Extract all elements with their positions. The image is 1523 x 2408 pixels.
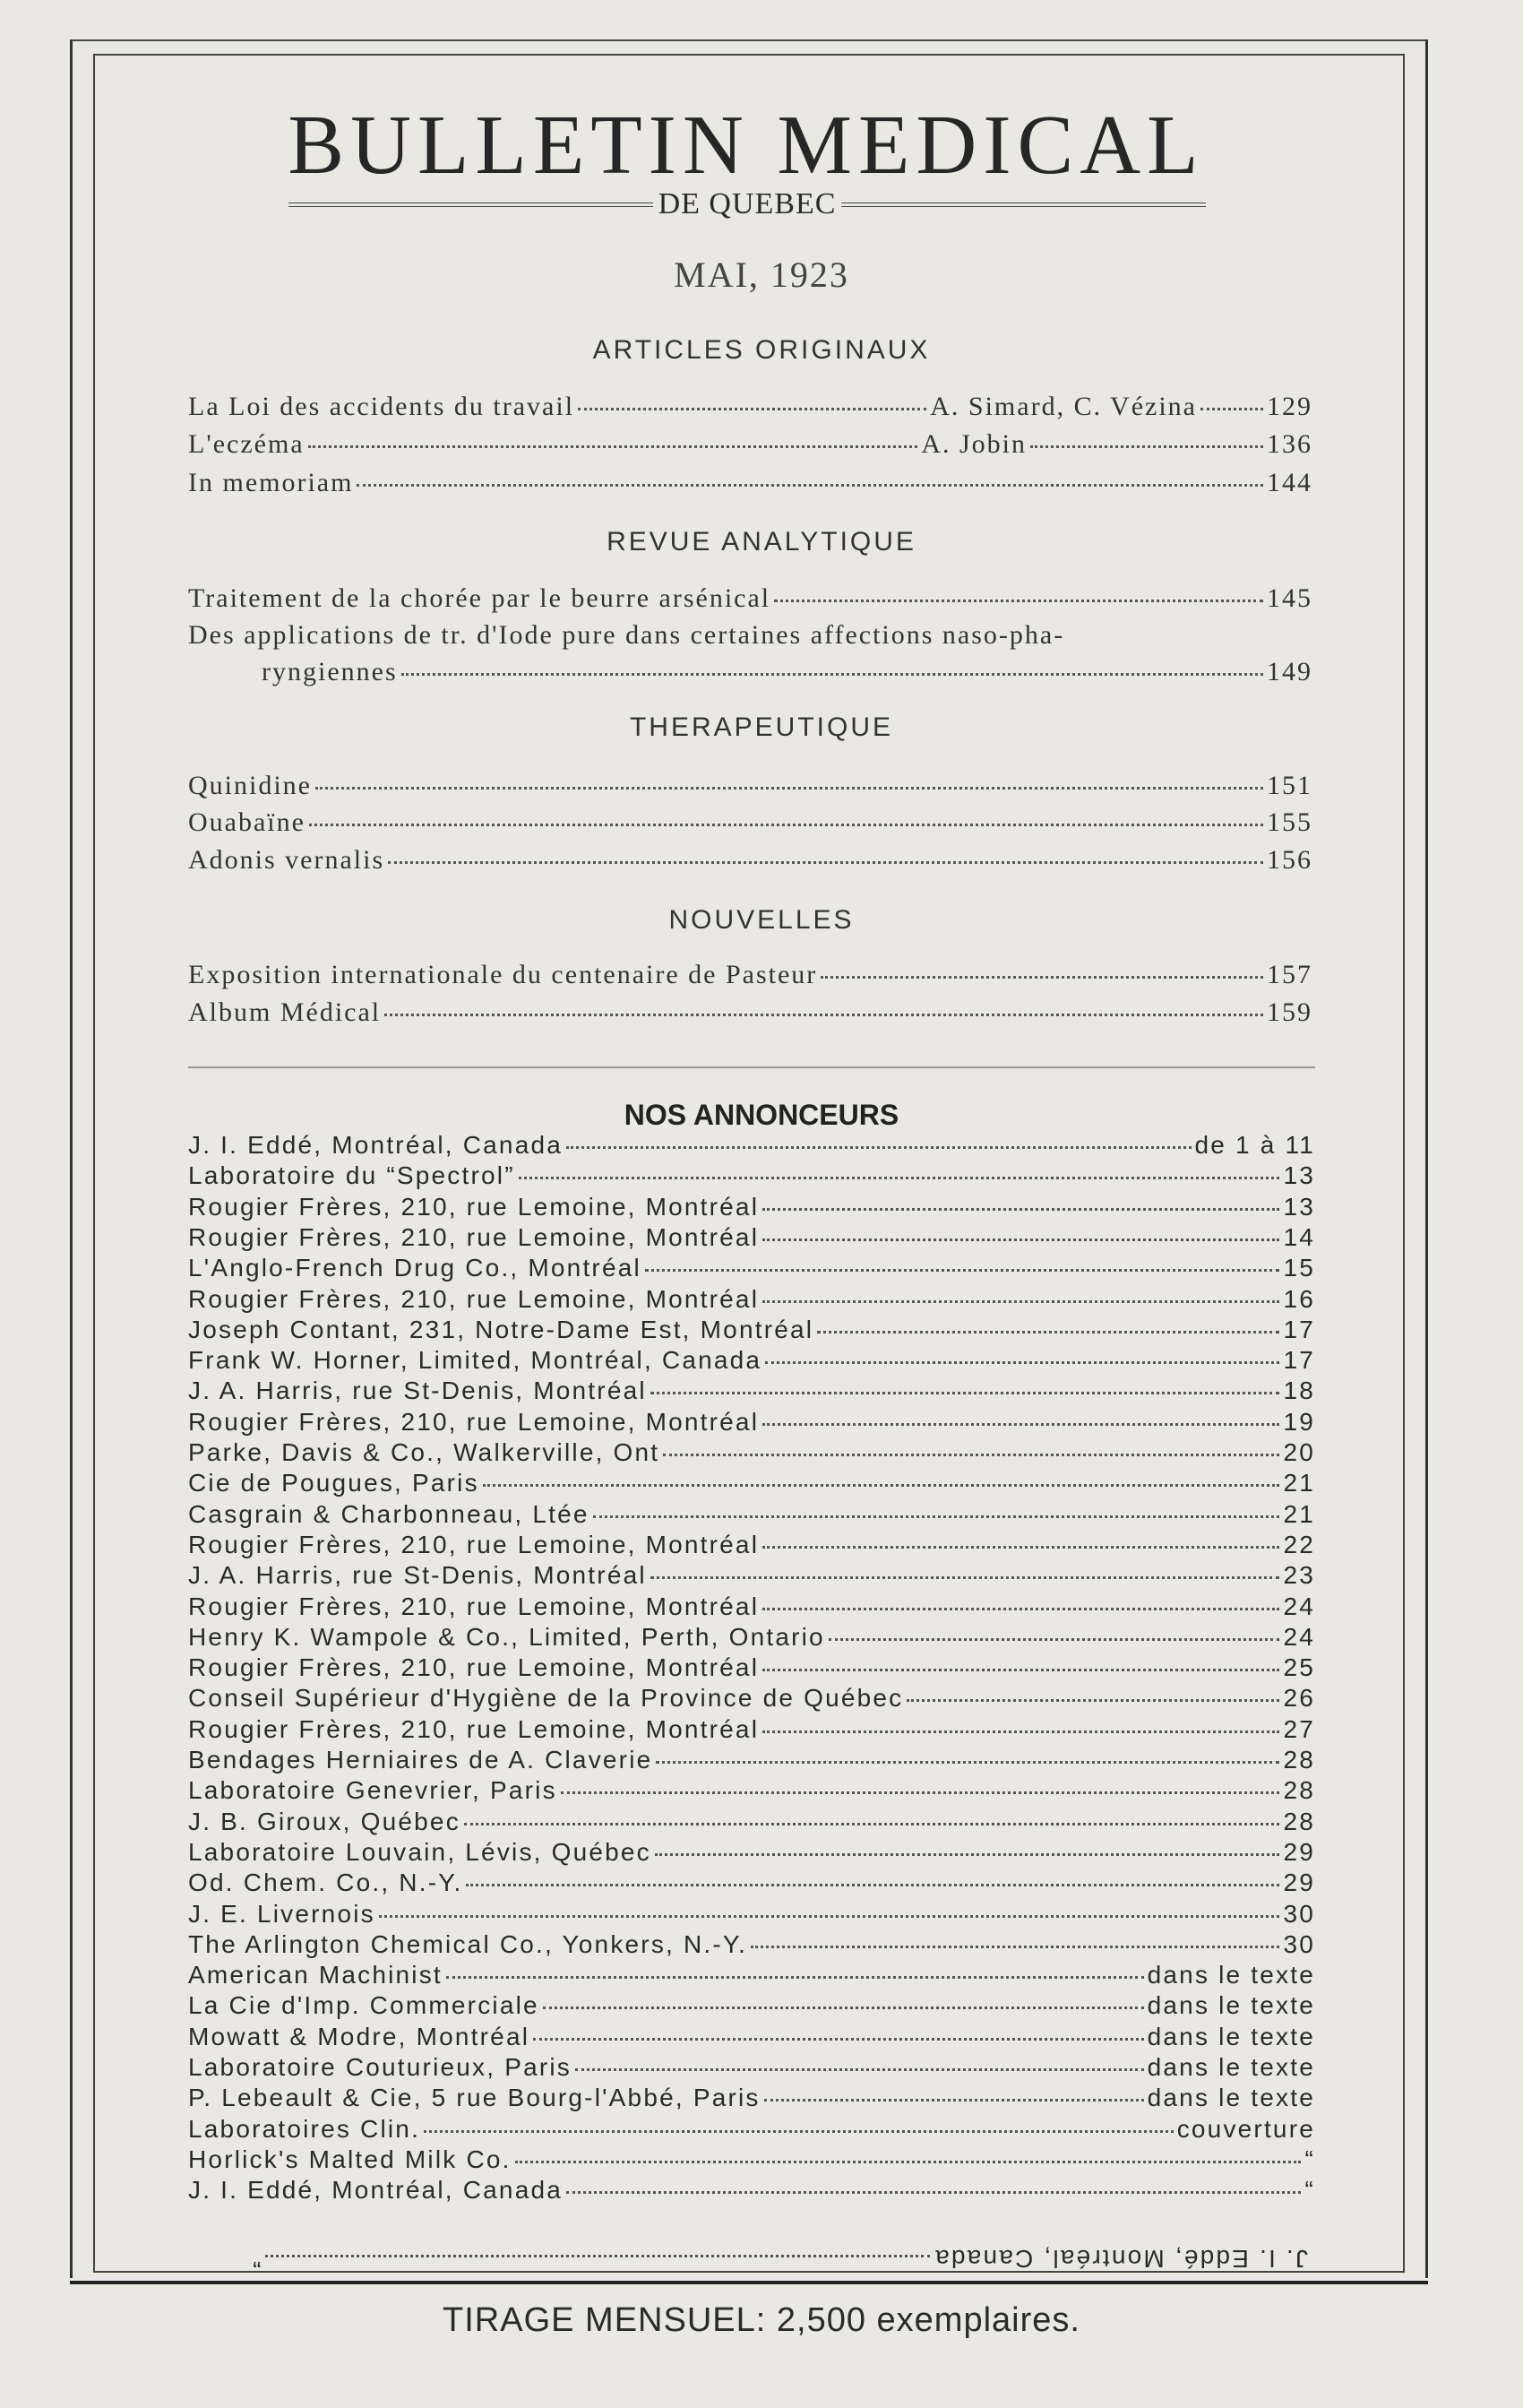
annonceur-name: J. A. Harris, rue St-Denis, Montréal [188,1377,647,1405]
toc-page: 157 [1267,960,1312,989]
annonceur-name: Rougier Frères, 210, rue Lemoine, Montréal [188,1530,760,1558]
annonceur-row[interactable] [188,1131,1315,1161]
annonceur-name: L'Anglo-French Drug Co., Montréal [188,1254,641,1282]
annonceur-name: P. Lebeault & Cie, 5 rue Bourg-l'Abbé, Paris [188,2084,761,2112]
leader-dots [762,1423,1279,1426]
leader-dots [384,1014,1263,1016]
annonceur-page: 20 [1283,1438,1315,1466]
leader-dots [762,1239,1279,1241]
annonceur-row[interactable] [188,1961,1315,1991]
annonceur-name: Laboratoires Clin. [188,2114,421,2143]
annonceur-name: J. A. Harris, rue St-Denis, Montréal [188,1561,647,1590]
leader-dots [466,1884,1279,1886]
annonceur-row[interactable] [188,1900,1315,1930]
outer-frame-bottom-rule [70,2281,1428,2284]
leader-dots [309,824,1263,826]
leader-dots [655,1853,1280,1856]
leader-dots [650,1576,1280,1579]
toc-page: 151 [1267,771,1312,800]
toc-row[interactable] [188,997,1312,1028]
annonceur-name: Conseil Supérieur d'Hygiène de la Province de Québec [188,1684,904,1713]
annonceur-row[interactable] [188,1469,1315,1499]
toc-page: 149 [1267,657,1312,686]
annonceur-name: Mowatt & Modre, Montréal [188,2022,530,2050]
toc-row[interactable] [188,429,1312,460]
leader-dots [379,1915,1280,1918]
toc-row-continuation[interactable] [262,657,1312,687]
toc-page: 136 [1267,429,1312,459]
annonceur-row[interactable] [188,1715,1315,1746]
section-divider [188,1066,1315,1068]
annonceur-row[interactable] [188,1746,1315,1776]
toc-author: A. Jobin [921,429,1027,459]
annonceur-row[interactable] [188,1930,1315,1961]
annonceur-page: 24 [1283,1592,1315,1620]
toc-author: A. Simard, C. Vézina [930,392,1197,421]
annonceur-row[interactable] [188,1193,1315,1223]
annonceur-row[interactable] [188,1561,1315,1592]
annonceur-row[interactable] [188,1500,1315,1531]
annonceur-row[interactable] [188,2176,1315,2206]
annonceur-name: Cie de Pougues, Paris [188,1469,479,1497]
upside-down-row [251,2240,1308,2273]
toc-row[interactable] [188,583,1312,614]
toc-label: Des applications de tr. d'Iode pure dans certaines affections naso-pha- [188,620,1065,650]
annonceur-row[interactable] [188,1838,1315,1869]
toc-label: La Loi des accidents du travail [188,392,575,421]
annonceur-row[interactable] [188,1316,1315,1346]
leader-dots [357,484,1263,487]
leader-dots [762,1546,1279,1549]
annonceur-name: Rougier Frères, 210, rue Lemoine, Montréal [188,1192,760,1221]
annonceur-name: Laboratoire du “Spectrol” [188,1161,515,1190]
toc-row[interactable] [188,845,1312,876]
toc-page: 159 [1267,997,1312,1027]
annonceur-row[interactable] [188,1161,1315,1192]
annonceur-page: 17 [1283,1315,1315,1343]
leader-dots [650,1392,1280,1394]
issue-date: MAI, 1923 [674,255,849,295]
leader-dots [762,1730,1279,1733]
annonceur-name: Laboratoire Genevrier, Paris [188,1776,557,1805]
annonceur-page: 26 [1283,1684,1315,1713]
annonceur-page: 25 [1283,1653,1315,1682]
annonceur-name: Henry K. Wampole & Co., Limited, Perth, Ontario [188,1622,825,1651]
leader-dots [424,2130,1174,2133]
annonceur-row[interactable] [188,1684,1315,1714]
annonceur-page: 28 [1283,1776,1315,1805]
annonceur-name: Rougier Frères, 210, rue Lemoine, Montréal [188,1222,760,1251]
leader-dots [764,2099,1144,2102]
annonceur-row[interactable] [188,2145,1315,2176]
annonceur-row[interactable] [188,1285,1315,1316]
annonceur-name: J. B. Giroux, Québec [188,1807,460,1835]
annonceur-name: Parke, Davis & Co., Walkerville, Ont [188,1438,660,1466]
annonceur-name: Rougier Frères, 210, rue Lemoine, Montréal [188,1592,760,1620]
annonceur-name: The Arlington Chemical Co., Yonkers, N.-Y. [188,1929,748,1958]
section-title-revue: REVUE ANALYTIQUE [607,527,916,557]
leader-dots [1200,408,1263,410]
leader-dots [519,1177,1280,1179]
annonceur-row[interactable] [188,2023,1315,2053]
toc-page: 156 [1267,845,1312,875]
subtitle-rule-left [288,203,653,207]
annonceur-page: “ [1304,2145,1315,2173]
leader-dots [817,1331,1279,1333]
annonceur-name: Rougier Frères, 210, rue Lemoine, Montréal [188,1653,760,1682]
leader-dots [401,673,1263,676]
toc-label: Album Médical [188,997,382,1027]
subtitle-rule-right [841,203,1206,207]
toc-page: 144 [1267,468,1312,497]
toc-row[interactable] [188,771,1312,801]
toc-label: L'eczéma [188,429,305,459]
annonceur-name: J. I. Eddé, Montréal, Canada [188,1131,564,1159]
toc-page: 155 [1267,807,1312,837]
toc-label: ryngiennes [262,657,398,686]
annonceur-page: 30 [1283,1899,1315,1928]
annonceur-page: 28 [1283,1746,1315,1774]
annonceur-name: Laboratoire Couturieux, Paris [188,2053,572,2081]
annonceur-page: 21 [1283,1499,1315,1528]
annonceur-row[interactable] [188,1438,1315,1469]
annonceur-name: J. E. Livernois [188,1899,375,1928]
leader-dots [566,1146,1191,1149]
annonceur-page: 14 [1283,1222,1315,1251]
leader-dots [543,2007,1144,2009]
leader-dots [762,1669,1279,1671]
section-title-therapeutique: THERAPEUTIQUE [629,712,894,742]
section-title-nouvelles: NOUVELLES [668,905,855,935]
annonceur-row[interactable] [188,1531,1315,1561]
masthead-subtitle-row [288,186,1206,222]
annonceur-page: 19 [1283,1407,1315,1436]
annonceur-page: 24 [1283,1622,1315,1651]
annonceur-name: Horlick's Malted Milk Co. [188,2145,512,2173]
leader-dots [388,861,1263,864]
toc-label: Ouabaïne [188,807,305,837]
annonceur-page: 16 [1283,1284,1315,1313]
toc-row[interactable] [188,960,1312,990]
leader-dots [575,2068,1144,2071]
leader-dots [566,2191,1301,2194]
leader-dots [533,2038,1143,2041]
annonceur-row[interactable] [188,1991,1315,2022]
toc-label: In memoriam [188,468,354,497]
annonceur-row[interactable] [188,2084,1315,2114]
annonceur-page: 13 [1283,1161,1315,1190]
leader-dots [645,1269,1280,1272]
annonceur-row[interactable] [188,2053,1315,2084]
annonceur-page: 30 [1283,1929,1315,1958]
annonceur-page: 29 [1283,1837,1315,1866]
leader-dots [483,1484,1280,1487]
leader-dots [762,1208,1279,1211]
print-run-footer: TIRAGE MENSUEL: 2,500 exemplaires. [443,2301,1080,2339]
toc-label: Adonis vernalis [188,845,385,875]
annonceur-page: 22 [1283,1530,1315,1558]
annonceur-page: 17 [1283,1346,1315,1375]
annonceur-name: Joseph Contant, 231, Notre-Dame Est, Montréal [188,1315,814,1343]
annonceur-page: 13 [1283,1192,1315,1221]
annonceur-row[interactable] [188,1653,1315,1684]
leader-dots [751,1946,1279,1948]
leader-dots [762,1300,1279,1303]
leader-dots [464,1823,1280,1825]
annonceur-name: American Machinist [188,1961,443,1989]
annonceur-row[interactable] [188,1377,1315,1407]
leader-dots [593,1515,1280,1518]
masthead-subtitle: DE QUEBEC [658,187,837,220]
annonceur-page: dans le texte [1147,2053,1315,2081]
annonceur-row[interactable] [188,1623,1315,1653]
toc-row[interactable] [188,392,1312,422]
annonceur-page: dans le texte [1147,1991,1315,2020]
annonceur-page: couverture [1176,2114,1315,2143]
masthead-title: BULLETIN MEDICAL [288,99,1205,192]
leader-dots [265,2255,930,2257]
leader-dots [663,1454,1279,1456]
annonceur-row[interactable] [188,1346,1315,1377]
annonceur-name: J. I. Eddé, Montréal, Canada [188,2176,564,2205]
annonceur-row[interactable] [188,1254,1315,1284]
annonceur-row[interactable] [188,1776,1315,1807]
annonceur-name: Laboratoire Louvain, Lévis, Québec [188,1837,651,1866]
annonceur-page: 29 [1283,1869,1315,1897]
upside-label: J. I. Eddé, Montréal, Canada [933,2245,1308,2273]
annonceur-name: Casgrain & Charbonneau, Ltée [188,1499,589,1528]
annonceurs-title: NOS ANNONCEURS [624,1099,899,1131]
annonceur-page: 28 [1283,1807,1315,1835]
section-title-articles: ARTICLES ORIGINAUX [592,335,931,365]
annonceur-page: “ [1304,2176,1315,2205]
leader-dots [907,1699,1279,1702]
annonceur-row[interactable] [188,1869,1315,1899]
annonceur-name: Od. Chem. Co., N.-Y. [188,1869,463,1897]
annonceur-page: 15 [1283,1254,1315,1282]
annonceur-row[interactable] [188,1592,1315,1623]
annonceur-page: dans le texte [1147,2084,1315,2112]
annonceur-row[interactable] [188,1408,1315,1438]
leader-dots [821,976,1263,979]
leader-dots [515,2161,1302,2163]
leader-dots [774,600,1263,602]
toc-label: Quinidine [188,771,312,800]
leader-dots [829,1638,1280,1641]
leader-dots [308,445,918,448]
annonceur-page: 18 [1283,1377,1315,1405]
annonceur-page: de 1 à 11 [1194,1131,1315,1159]
toc-page: 129 [1267,392,1312,421]
leader-dots [762,1608,1279,1610]
leader-dots [1030,445,1263,448]
leader-dots [446,1976,1144,1979]
annonceur-page: dans le texte [1147,1961,1315,1989]
leader-dots [656,1761,1279,1764]
annonceur-page: 27 [1283,1714,1315,1743]
toc-label: Traitement de la chorée par le beurre arsénical [188,583,771,613]
annonceur-row[interactable] [188,2115,1315,2145]
annonceur-name: La Cie d'Imp. Commerciale [188,1991,539,2020]
annonceur-name: Bendages Herniaires de A. Claverie [188,1746,653,1774]
leader-dots [765,1361,1279,1364]
annonceur-row[interactable] [188,1808,1315,1838]
annonceur-name: Rougier Frères, 210, rue Lemoine, Montréal [188,1407,760,1436]
annonceur-name: Frank W. Horner, Limited, Montréal, Canada [188,1346,762,1375]
toc-row-wrapped[interactable] [188,620,1312,651]
annonceur-row[interactable] [188,1223,1315,1254]
annonceur-name: Rougier Frères, 210, rue Lemoine, Montréal [188,1714,760,1743]
annonceur-name: Rougier Frères, 210, rue Lemoine, Montréal [188,1284,760,1313]
leader-dots [561,1791,1280,1794]
toc-label: Exposition internationale du centenaire de Pasteur [188,960,818,989]
toc-row[interactable] [188,468,1312,498]
upside-page: ” [251,2245,262,2273]
leader-dots [578,408,926,410]
leader-dots [315,787,1263,790]
annonceur-page: 23 [1283,1561,1315,1590]
toc-row[interactable] [188,807,1312,838]
annonceur-page: 21 [1283,1469,1315,1497]
annonceur-page: dans le texte [1147,2022,1315,2050]
toc-page: 145 [1267,583,1312,613]
